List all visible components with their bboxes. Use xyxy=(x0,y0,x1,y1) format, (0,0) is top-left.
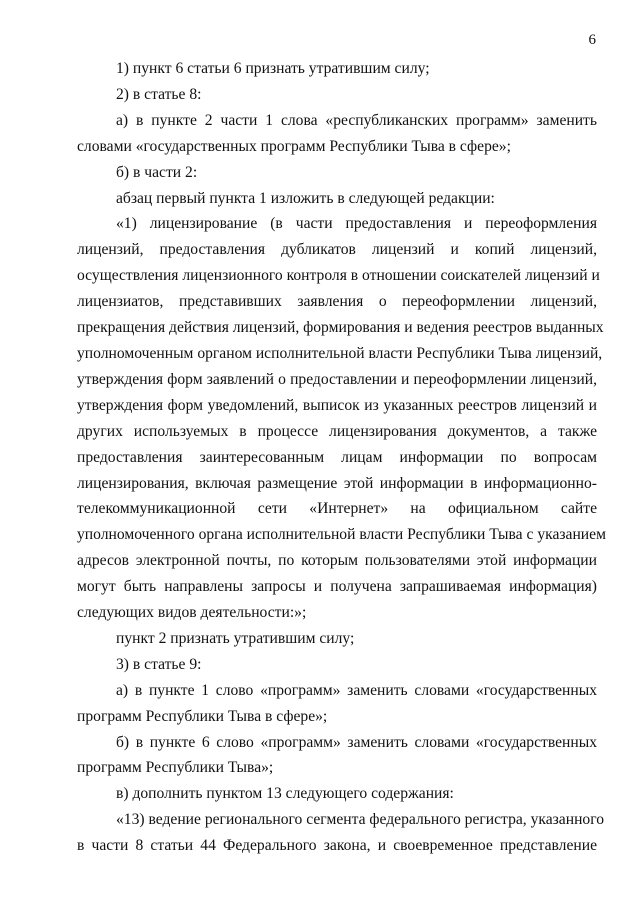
paragraph-item-2a xyxy=(77,108,597,160)
text-line: следующих видов деятельности:»; xyxy=(77,604,307,622)
text-line: лицензий, предоставления дубликатов лицензий и копий лицензий, xyxy=(77,241,597,259)
paragraph-item-3a xyxy=(77,678,597,730)
paragraph-quoted-clause-1 xyxy=(77,211,606,626)
paragraph-point-2: пункт 2 признать утратившим силу; xyxy=(116,629,355,647)
text-line: других используемых в процессе лицензирования документов, а также xyxy=(77,422,597,440)
paragraph-abzats: абзац первый пункта 1 изложить в следующей редакции: xyxy=(116,189,495,207)
paragraph-item-3: 3) в статье 9: xyxy=(116,655,202,673)
text-line: прекращения действия лицензий, формирования и ведения реестров выданных xyxy=(77,319,604,337)
paragraph-item-1: 1) пункт 6 статьи 6 признать утратившим силу; xyxy=(116,60,430,77)
text-line: «1) лицензирование (в части предоставления и переоформления xyxy=(116,215,597,233)
paragraph-item-2b: б) в части 2: xyxy=(116,163,198,181)
text-line: осуществления лицензионного контроля в отношении соискателей лицензий и xyxy=(77,267,600,285)
text-line: уполномоченного органа исполнительной власти Республики Тыва с указанием xyxy=(77,526,606,544)
text-line: лицензирования, включая размещение этой информации в информационно- xyxy=(77,474,597,492)
paragraph-item-3b xyxy=(77,730,597,782)
text-line: программ Республики Тыва»; xyxy=(77,759,274,777)
text-line: словами «государственных программ Республики Тыва в сфере»; xyxy=(77,137,511,155)
text-line: предоставления заинтересованным лицам информации по вопросам xyxy=(77,448,597,466)
page-number: 6 xyxy=(588,32,596,48)
text-line: программ Республики Тыва в сфере»; xyxy=(77,707,328,725)
paragraph-quoted-clause-13 xyxy=(77,807,605,859)
paragraph-item-2: 2) в статье 8: xyxy=(116,85,202,103)
text-line: уполномоченным органом исполнительной власти Республики Тыва лицензий, xyxy=(77,344,603,362)
text-line: а) в пункте 2 части 1 слова «республиканских программ» заменить xyxy=(116,111,597,129)
text-line: телекоммуникационной сети «Интернет» на официальном сайте xyxy=(77,500,597,518)
text-line: лицензиатов, представивших заявления о переоформлении лицензий, xyxy=(77,293,597,311)
text-line: утверждения форм заявлений о предоставлении и переоформлении лицензий, xyxy=(77,370,597,388)
paragraph-item-3v: в) дополнить пунктом 13 следующего содержания: xyxy=(116,785,454,803)
document-body xyxy=(77,56,606,859)
text-line: б) в пункте 6 слово «программ» заменить словами «государственных xyxy=(116,733,597,751)
text-line: адресов электронной почты, по которым пользователями этой информации xyxy=(77,552,597,570)
text-line: «13) ведение регионального сегмента федерального регистра, указанного xyxy=(116,811,605,829)
text-line: а) в пункте 1 слово «программ» заменить словами «государственных xyxy=(116,681,597,699)
text-line: могут быть направлены запросы и получена запрашиваемая информация) xyxy=(77,578,597,596)
text-line: в части 8 статьи 44 Федерального закона, и своевременное представление xyxy=(77,837,597,855)
text-line: утверждения форм уведомлений, выписок из указанных реестров лицензий и xyxy=(77,396,597,414)
